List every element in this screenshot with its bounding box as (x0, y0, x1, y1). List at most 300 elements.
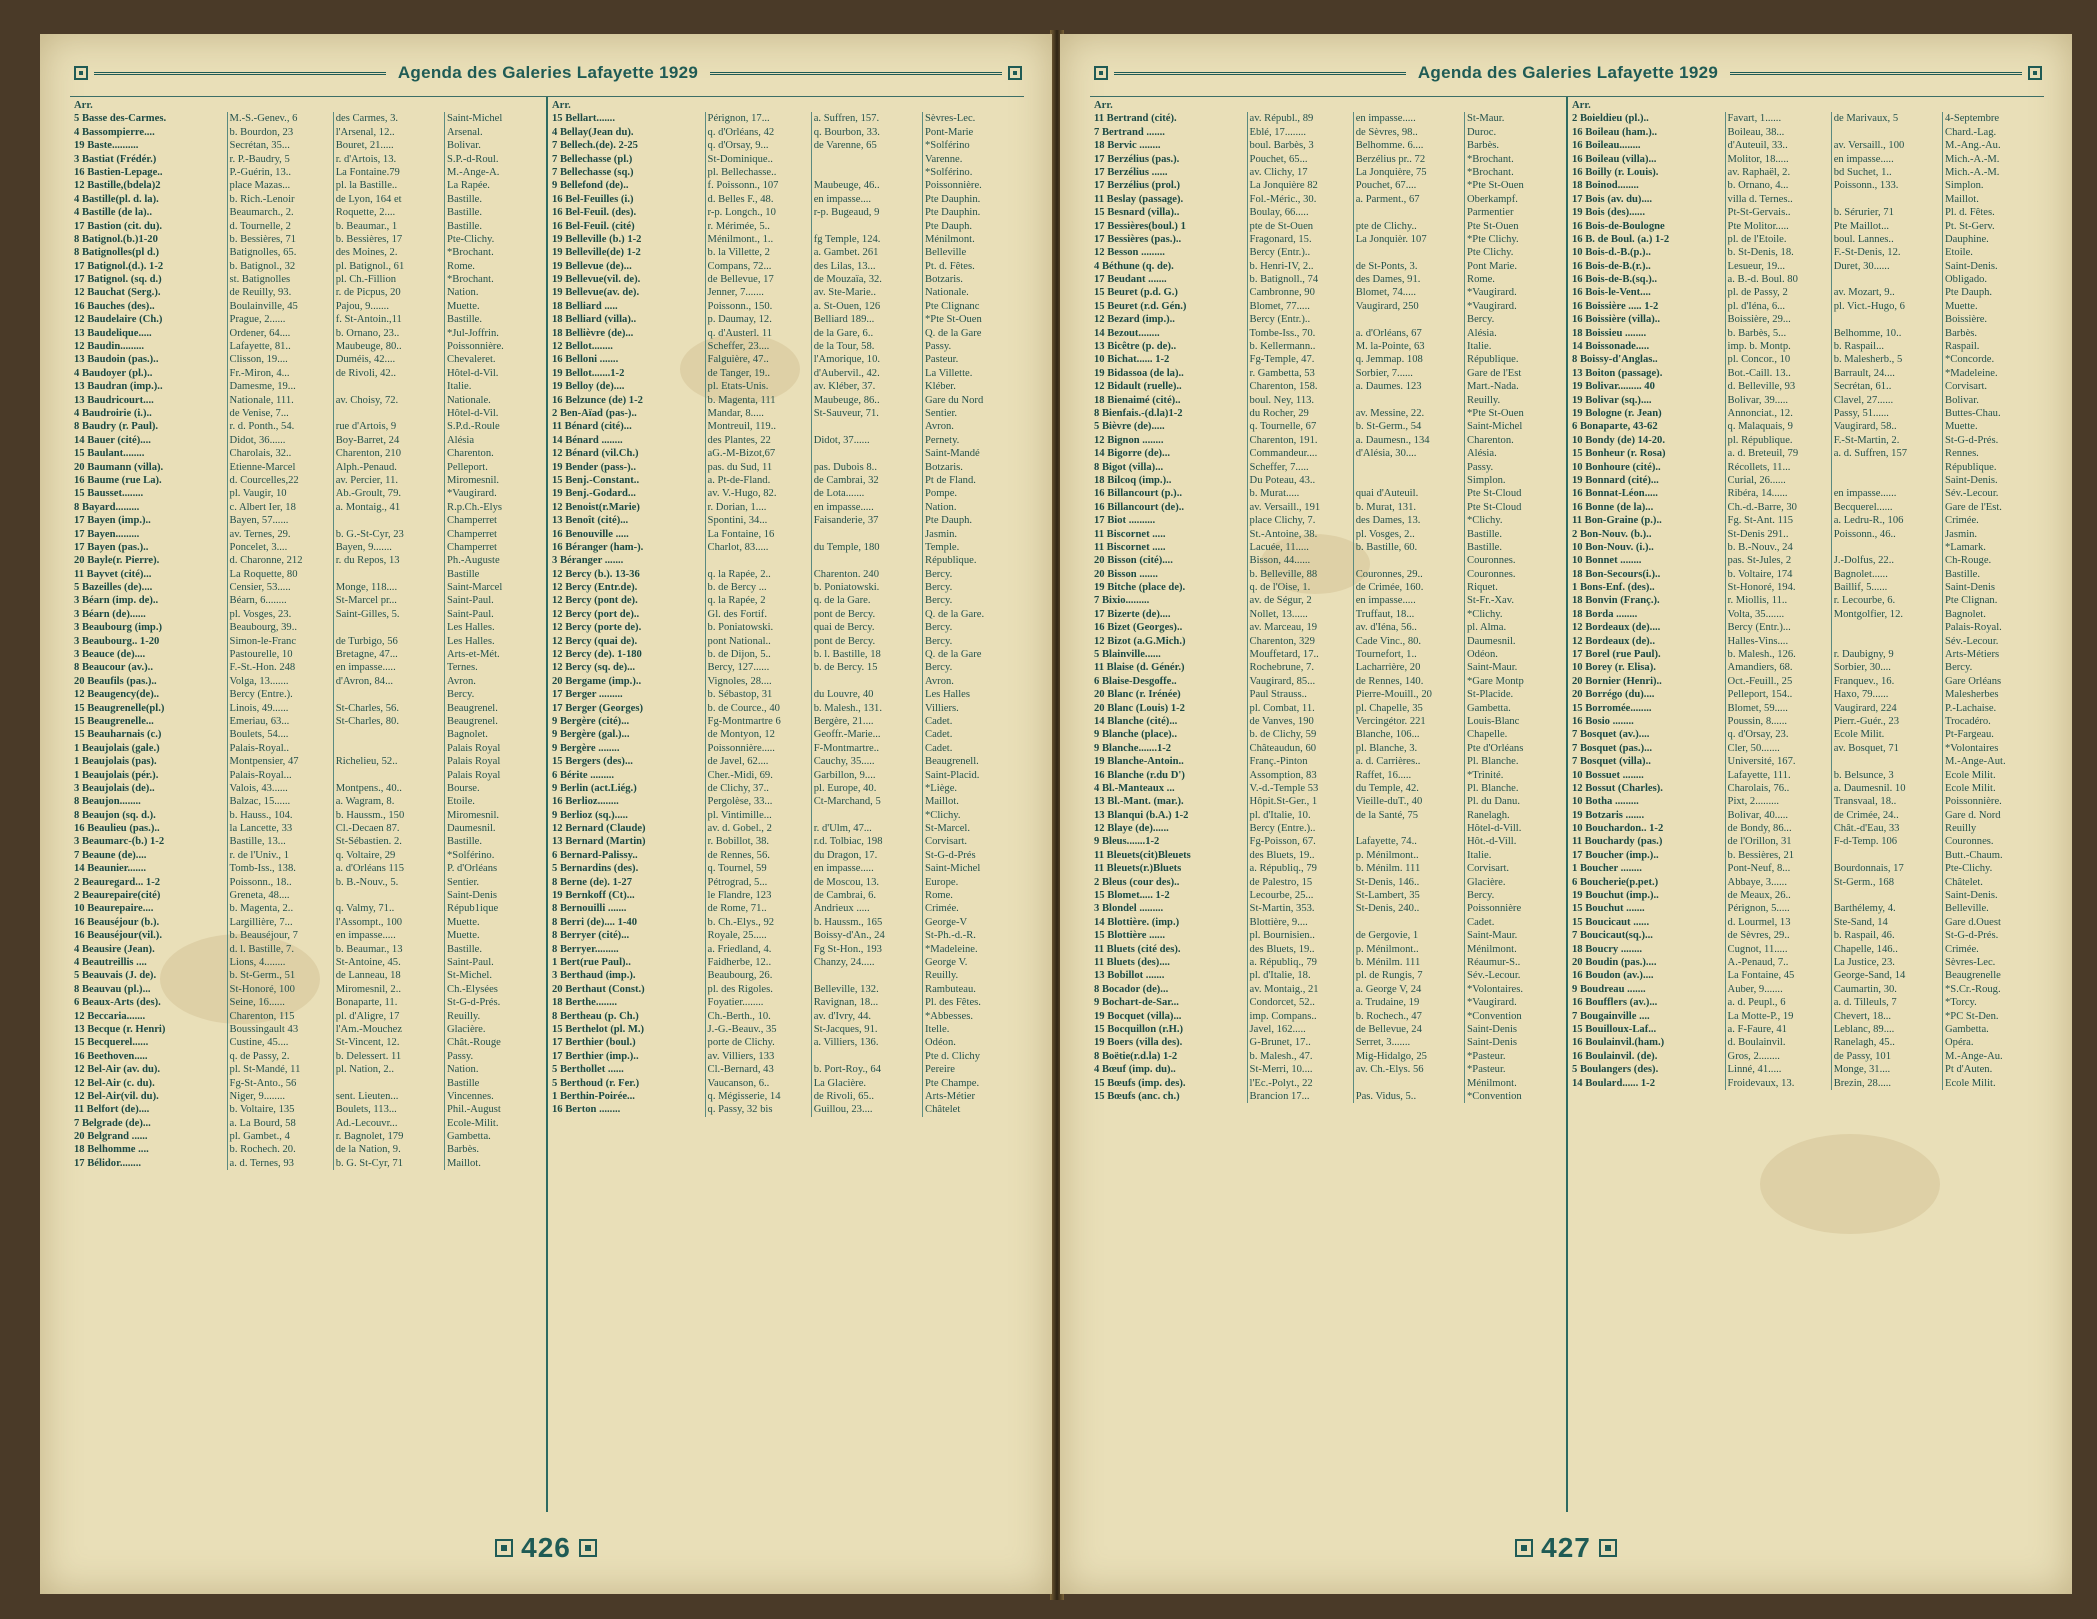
metro-station: Belleville. (1942, 902, 2040, 915)
index-row (1094, 621, 1562, 634)
end-at: Duméis, 42.... (333, 353, 441, 366)
index-row (552, 353, 1020, 366)
index-row (1094, 327, 1562, 340)
index-row (74, 715, 542, 728)
start-at: r. Bobillot, 38. (705, 835, 808, 848)
end-at: des Dames, 13. (1353, 514, 1461, 527)
end-at: St-Charles, 80. (333, 715, 441, 728)
street-name: 19 Baste.......... (74, 140, 139, 152)
metro-station: Q. de la Gare (922, 327, 1020, 340)
street-name: 1 Beaujolais (pas). (74, 756, 157, 768)
start-at: a. Pt-de-Fland. (705, 474, 808, 487)
street-name: 16 Beauséjour(vil.). (74, 930, 162, 942)
index-row (552, 782, 1020, 795)
street-name: 15 Bœufs (imp. des). (1094, 1077, 1186, 1089)
start-at: b. la Villette, 2 (705, 246, 808, 259)
end-at: b. G. St-Cyr, 71 (333, 1157, 441, 1170)
end-at: pl. Batignol., 61 (333, 260, 441, 273)
metro-station: Arts-Métiers (1942, 648, 2040, 661)
end-at: Bergère, 21.... (811, 715, 919, 728)
start-at: St-Denis 291.. (1725, 528, 1828, 541)
index-row (1094, 220, 1562, 233)
start-at: de Javel, 62.... (705, 755, 808, 768)
index-row (74, 554, 542, 567)
metro-station: Pt. d. Fêtes. (922, 260, 1020, 273)
start-at: pl. de l'Etoile. (1725, 233, 1828, 246)
start-at: av. Ternes, 29. (227, 528, 330, 541)
metro-station: Malesherbes (1942, 688, 2040, 701)
street-name: 19 Bouchut (imp.).. (1572, 890, 1659, 902)
end-at: p. Ménilmont.. (1353, 849, 1461, 862)
street-name: 13 Bobillot ....... (1094, 970, 1165, 982)
index-row (552, 769, 1020, 782)
street-name: 15 Baulant........ (74, 448, 145, 460)
street-name: 1 Beaujolais (gale.) (74, 742, 160, 754)
start-at: Beaubourg, 39.. (227, 621, 330, 634)
start-at: Fg-Poisson, 67. (1247, 835, 1350, 848)
right-page (1060, 34, 2072, 1594)
metro-station: Bastille. (1464, 528, 1562, 541)
index-row (1094, 594, 1562, 607)
street-name: 16 Boileau (ham.).. (1572, 126, 1658, 138)
metro-station: Saint-Michel (444, 112, 542, 125)
end-at: St-Charles, 56. (333, 702, 441, 715)
index-row (552, 742, 1020, 755)
index-row (74, 1063, 542, 1076)
start-at: Niger, 9........ (227, 1090, 330, 1103)
start-at: st. Batignolles (227, 273, 330, 286)
street-name: 10 Botha ......... (1572, 796, 1639, 808)
start-at: Blomet, 77..... (1247, 300, 1350, 313)
end-at: Charenton, 210 (333, 447, 441, 460)
end-at: av. Choisy, 72. (333, 394, 441, 407)
index-row (74, 809, 542, 822)
street-name: 16 Béranger (ham-). (552, 541, 644, 553)
metro-station: Dauphine. (1942, 233, 2040, 246)
end-at: r.d. Tolbiac, 198 (811, 835, 919, 848)
start-at: Volta, 35....... (1725, 608, 1828, 621)
street-name: 8 Baudry (r. Paul). (74, 421, 159, 433)
metro-station: Ch.-Elysées (444, 983, 542, 996)
start-at: Mouffetard, 17.. (1247, 648, 1350, 661)
street-name: 19 Belloy (de).... (552, 381, 625, 393)
start-at: pl. de Passy, 2 (1725, 286, 1828, 299)
street-name: 16 Belloni ....... (552, 354, 619, 366)
start-at: pte de St-Ouen (1247, 220, 1350, 233)
index-row (552, 179, 1020, 192)
metro-station: Poissonnière. (1942, 795, 2040, 808)
index-row (1094, 126, 1562, 139)
index-row (1094, 394, 1562, 407)
end-at: de St-Ponts, 3. (1353, 260, 1461, 273)
street-name: 8 Berne (de). 1-27 (552, 876, 633, 888)
index-row (552, 487, 1020, 500)
end-at: pl. la Bastille.. (333, 179, 441, 192)
start-at: pas. St-Jules, 2 (1725, 554, 1828, 567)
street-name: 7 Bosquet (av.).... (1572, 729, 1650, 741)
index-row (1572, 822, 2040, 835)
end-at: Cauchy, 35..... (811, 755, 919, 768)
index-row (74, 474, 542, 487)
index-row (1572, 501, 2040, 514)
start-at: J.-G.-Beauv., 35 (705, 1023, 808, 1036)
metro-station: *Clichy. (922, 809, 1020, 822)
end-at: p. Ménilmont.. (1353, 943, 1461, 956)
start-at: Lions, 4........ (227, 956, 330, 969)
start-at: Beaumarch., 2. (227, 206, 330, 219)
metro-station: Bercy. (922, 635, 1020, 648)
metro-station: Bercy. (922, 568, 1020, 581)
street-name: 12 Bercy (porte de). (552, 622, 642, 634)
index-row (552, 139, 1020, 152)
index-row (552, 568, 1020, 581)
street-name: 11 Biscornet ..... (1094, 541, 1166, 553)
street-name: 19 Bellevue(vil. de). (552, 274, 641, 286)
street-name: 1 Berthin-Poirée... (552, 1090, 635, 1102)
page-footer (40, 1532, 1052, 1564)
index-row (74, 581, 542, 594)
end-at: Guillou, 23.... (811, 1103, 919, 1116)
end-at: pl. Chapelle, 35 (1353, 702, 1461, 715)
street-index (70, 96, 1024, 1512)
end-at: en impasse..... (1353, 594, 1461, 607)
metro-station: Pte Dauphin. (922, 193, 1020, 206)
index-row (74, 1103, 542, 1116)
start-at: Fg. St-Ant. 115 (1725, 514, 1828, 527)
metro-station: *Lamark. (1942, 541, 2040, 554)
end-at (1831, 461, 1939, 474)
end-at: a. Ledru-R., 106 (1831, 514, 1939, 527)
ornament-icon (2028, 66, 2042, 80)
street-name: 19 Bolivar (sq.).... (1572, 394, 1652, 406)
metro-station: Champerret (444, 528, 542, 541)
street-name: 15 Bellart....... (552, 113, 615, 125)
index-row (552, 273, 1020, 286)
index-row (74, 461, 542, 474)
metro-station: *Liège. (922, 782, 1020, 795)
street-name: 17 Bayen......... (74, 528, 140, 540)
end-at: av. Ste-Marie.. (811, 286, 919, 299)
metro-station: Pte Champe. (922, 1077, 1020, 1090)
index-row (74, 608, 542, 621)
end-at: St-Denis, 240.. (1353, 902, 1461, 915)
street-name: 16 Bauches (des).. (74, 300, 155, 312)
start-at: Scheffer, 7..... (1247, 461, 1350, 474)
metro-station: Saint-Paul. (444, 608, 542, 621)
metro-station: St-G-d-Prés. (444, 996, 542, 1009)
street-name: 16 Boissière (villa).. (1572, 314, 1661, 326)
end-at: Barthélemy, 4. (1831, 902, 1939, 915)
end-at: av. d'Ivry, 44. (811, 1010, 919, 1023)
street-name: 2 Boieldieu (pl.).. (1572, 113, 1649, 125)
street-name: 13 Bl.-Mant. (mar.). (1094, 796, 1184, 808)
index-row (1094, 728, 1562, 741)
metro-station: Passy. (1464, 461, 1562, 474)
metro-station: La Villette. (922, 367, 1020, 380)
end-at: Cl.-Decaen 87. (333, 822, 441, 835)
start-at: St-Honoré, 194. (1725, 581, 1828, 594)
start-at: q. d'Orsay, 9... (705, 139, 808, 152)
metro-station: Miromesnil. (444, 474, 542, 487)
start-at: b. Ch.-Elys., 92 (705, 916, 808, 929)
metro-station: Les Halles (922, 688, 1020, 701)
start-at: des Bluets, 19.. (1247, 849, 1350, 862)
start-at: Bastille, 13... (227, 835, 330, 848)
start-at: la Lancette, 33 (227, 822, 330, 835)
start-at: Pérignon, 5..... (1725, 902, 1828, 915)
end-at: b. G.-St-Cyr, 23 (333, 528, 441, 541)
end-at: q. Voltaire, 29 (333, 849, 441, 862)
start-at: av. Raphaël, 2. (1725, 166, 1828, 179)
start-at: pas. du Sud, 11 (705, 461, 808, 474)
street-name: 17 Bessières(boul.) 1 (1094, 220, 1186, 232)
index-row (552, 1050, 1020, 1063)
end-at: du Dragon, 17. (811, 849, 919, 862)
metro-station: Pte d'Orléans (1464, 742, 1562, 755)
index-row (1094, 581, 1562, 594)
end-at (1353, 394, 1461, 407)
index-row (552, 1036, 1020, 1049)
metro-station: *Trinité. (1464, 769, 1562, 782)
end-at: en impasse..... (333, 929, 441, 942)
metro-station: Europe. (922, 876, 1020, 889)
metro-station: Gare Orléans (1942, 675, 2040, 688)
start-at: q. Tournel, 59 (705, 862, 808, 875)
street-name: 13 Blanqui (b.A.) 1-2 (1094, 809, 1189, 821)
start-at: P.-Guérin, 13.. (227, 166, 330, 179)
street-name: 9 Berlin (act.Liég.) (552, 782, 637, 794)
start-at: b. St-Denis, 18. (1725, 246, 1828, 259)
metro-station: Bastille. (444, 943, 542, 956)
start-at: b. Voltaire, 135 (227, 1103, 330, 1116)
end-at (1831, 273, 1939, 286)
metro-station: Pasteur. (922, 353, 1020, 366)
index-row (552, 193, 1020, 206)
start-at: Poussin, 8...... (1725, 715, 1828, 728)
start-at: Volga, 13....... (227, 675, 330, 688)
street-name: 20 Blanc (Louis) 1-2 (1094, 702, 1185, 714)
index-row (74, 688, 542, 701)
end-at: av. Mozart, 9.. (1831, 286, 1939, 299)
index-row (74, 112, 542, 125)
end-at: Monge, 118.... (333, 581, 441, 594)
index-row (74, 528, 542, 541)
metro-station: Beaugrenelle (1942, 969, 2040, 982)
start-at: Paul Strauss.. (1247, 688, 1350, 701)
start-at: q. de l'Oise, 1. (1247, 581, 1350, 594)
end-at: b. Haussm., 150 (333, 809, 441, 822)
metro-station: Pte Dauph. (922, 220, 1020, 233)
index-row (1094, 943, 1562, 956)
end-at (333, 407, 441, 420)
street-name: 10 Beaurepaire.... (74, 903, 154, 915)
metro-station: Châtelet (922, 1103, 1020, 1116)
end-at (333, 621, 441, 634)
street-name: 6 Bérite ......... (552, 769, 615, 781)
end-at (333, 728, 441, 741)
street-name: 11 Bertrand (cité). (1094, 113, 1177, 125)
metro-station: Maillot. (444, 1157, 542, 1170)
street-name: 19 Bocquet (villa)... (1094, 1010, 1182, 1022)
street-name: 10 Borey (r. Elisa). (1572, 662, 1656, 674)
street-name: 16 Bel-Feuil. (cité) (552, 220, 635, 232)
start-at: pl. Bournisien.. (1247, 929, 1350, 942)
end-at: r. Bagnolet, 179 (333, 1130, 441, 1143)
metro-station: Ménilmont. (922, 233, 1020, 246)
metro-station: Reuilly. (922, 969, 1020, 982)
start-at: de Bondy, 86... (1725, 822, 1828, 835)
index-row (552, 286, 1020, 299)
index-row (552, 902, 1020, 915)
metro-station: Palais Royal (444, 769, 542, 782)
index-row (74, 193, 542, 206)
start-at: place Clichy, 7. (1247, 514, 1350, 527)
start-at: r. P.-Baudry, 5 (227, 153, 330, 166)
metro-station: Chevaleret. (444, 353, 542, 366)
index-row (74, 139, 542, 152)
street-name: 8 Beauvau (pl.)... (74, 983, 151, 995)
metro-station: *Madeleine. (1942, 367, 2040, 380)
metro-station: Poissonnière. (922, 179, 1020, 192)
index-row (1094, 568, 1562, 581)
start-at: Pelleport, 154.. (1725, 688, 1828, 701)
end-at: en impasse...... (1831, 487, 1939, 500)
metro-station: *Vaugirard. (1464, 996, 1562, 1009)
end-at: St-Denis, 146.. (1353, 876, 1461, 889)
metro-station: Pte Clignanc (922, 300, 1020, 313)
end-at: en impasse..... (811, 501, 919, 514)
end-at: Transvaal, 18.. (1831, 795, 1939, 808)
index-row (74, 916, 542, 929)
end-at: r. de Picpus, 20 (333, 286, 441, 299)
street-name: 17 Berzélius ...... (1094, 166, 1168, 178)
end-at: r-p. Bugeaud, 9 (811, 206, 919, 219)
start-at: pl. Bellechasse.. (705, 166, 808, 179)
start-at: des Bluets, 19.. (1247, 943, 1350, 956)
end-at: de Lanneau, 18 (333, 969, 441, 982)
street-name: 16 Boilly (r. Louis). (1572, 166, 1659, 178)
index-row (1572, 608, 2040, 621)
start-at: Censier, 53..... (227, 581, 330, 594)
index-row (552, 300, 1020, 313)
street-name: 7 Bixio......... (1094, 595, 1150, 607)
end-at: b. Malesherb., 5 (1831, 353, 1939, 366)
ornament-icon (1599, 1539, 1617, 1557)
metro-station: Barbès. (444, 1143, 542, 1156)
index-row (74, 394, 542, 407)
metro-station: Charenton. (1464, 434, 1562, 447)
end-at: av. Bosquet, 71 (1831, 742, 1939, 755)
street-name: 12 Benoist(r.Marie) (552, 501, 640, 513)
end-at: b. Haussm., 165 (811, 916, 919, 929)
end-at (1353, 206, 1461, 219)
start-at: Châteaudun, 60 (1247, 742, 1350, 755)
street-name: 12 Bel-Air (c. du). (74, 1077, 155, 1089)
end-at: Vaugirard, 224 (1831, 702, 1939, 715)
index-row (1094, 1063, 1562, 1076)
start-at: Lacuée, 11..... (1247, 541, 1350, 554)
street-name: 15 Benj.-Constant.. (552, 474, 640, 486)
start-at: r-p. Longch., 10 (705, 206, 808, 219)
metro-station: Botzaris. (922, 461, 1020, 474)
metro-station: Saint-Denis. (1942, 889, 2040, 902)
end-at: Vercingétor. 221 (1353, 715, 1461, 728)
metro-station: Passy. (444, 1050, 542, 1063)
start-at: Ordener, 64.... (227, 327, 330, 340)
street-name: 11 Bluets (des).... (1094, 957, 1170, 968)
street-name: 20 Berthaut (Const.) (552, 983, 645, 995)
metro-station: *S.Cr.-Roug. (1942, 983, 2040, 996)
street-name: 19 Botzaris ....... (1572, 809, 1645, 821)
start-at: Assomption, 83 (1247, 769, 1350, 782)
index-row (552, 1023, 1020, 1036)
start-at: Tomb-Iss., 138. (227, 862, 330, 875)
index-row (1572, 126, 2040, 139)
street-name: 18 Bon-Secours(i.).. (1572, 568, 1661, 580)
index-row (1094, 715, 1562, 728)
metro-station: Gare d.Ouest (1942, 916, 2040, 929)
metro-station: Etoile. (1942, 246, 2040, 259)
start-at: pl. Etats-Unis. (705, 380, 808, 393)
index-row (1094, 782, 1562, 795)
street-name: 17 Bessières (pas.).. (1094, 233, 1182, 245)
start-at: a. La Bourd, 58 (227, 1117, 330, 1130)
metro-station: Bagnolet. (1942, 608, 2040, 621)
index-row (1094, 407, 1562, 420)
index-row (74, 929, 542, 942)
street-name: 16 Bizet (Georges).. (1094, 622, 1183, 634)
start-at: Pouchet, 65... (1247, 153, 1350, 166)
street-name: 8 Boëtie(r.d.la) 1-2 (1094, 1050, 1178, 1062)
start-at: Halles-Vins.... (1725, 635, 1828, 648)
page-number: 426 (521, 1532, 571, 1563)
metro-station: Pte Dauphin. (922, 206, 1020, 219)
metro-station: Arts-et-Mét. (444, 648, 542, 661)
metro-station: Avron. (444, 675, 542, 688)
metro-station: St-G-d-Prés (922, 849, 1020, 862)
street-name: 16 Bel-Feuil. (des). (552, 207, 637, 219)
start-at: des Plantes, 22 (705, 434, 808, 447)
index-row (552, 1090, 1020, 1103)
metro-station: Rome. (444, 260, 542, 273)
end-at: d'Alésia, 30.... (1353, 447, 1461, 460)
index-row (1094, 487, 1562, 500)
index-row (1094, 153, 1562, 166)
metro-station: Alésia. (1464, 327, 1562, 340)
start-at: St-Merri, 10.... (1247, 1063, 1350, 1076)
start-at: q. Malaquais, 9 (1725, 420, 1828, 433)
end-at: q. Jemmap. 108 (1353, 353, 1461, 366)
street-name: 15 Bergers (des)... (552, 756, 633, 768)
start-at: q. Passy, 32 bis (705, 1103, 808, 1116)
start-at: q. d'Orléans, 42 (705, 126, 808, 139)
metro-station: Pont Marie. (1464, 260, 1562, 273)
end-at: boul. Lannes.. (1831, 233, 1939, 246)
index-row (1572, 728, 2040, 741)
start-at: d. Belleville, 93 (1725, 380, 1828, 393)
column-heading: Arr. (1094, 100, 1113, 111)
street-name: 8 Beaujon (sq. d.). (74, 809, 156, 821)
start-at: Foyatier........ (705, 996, 808, 1009)
end-at: Truffaut, 18... (1353, 608, 1461, 621)
end-at: a. Wagram, 8. (333, 795, 441, 808)
street-name: 9 Bergère (gal.)... (552, 729, 630, 741)
index-row (74, 983, 542, 996)
street-name: 14 Bezout........ (1094, 327, 1160, 339)
end-at: en impasse..... (811, 862, 919, 875)
start-at: Hôpit.St-Ger., 1 (1247, 795, 1350, 808)
metro-station: Ecole Milit. (1942, 1077, 2040, 1090)
